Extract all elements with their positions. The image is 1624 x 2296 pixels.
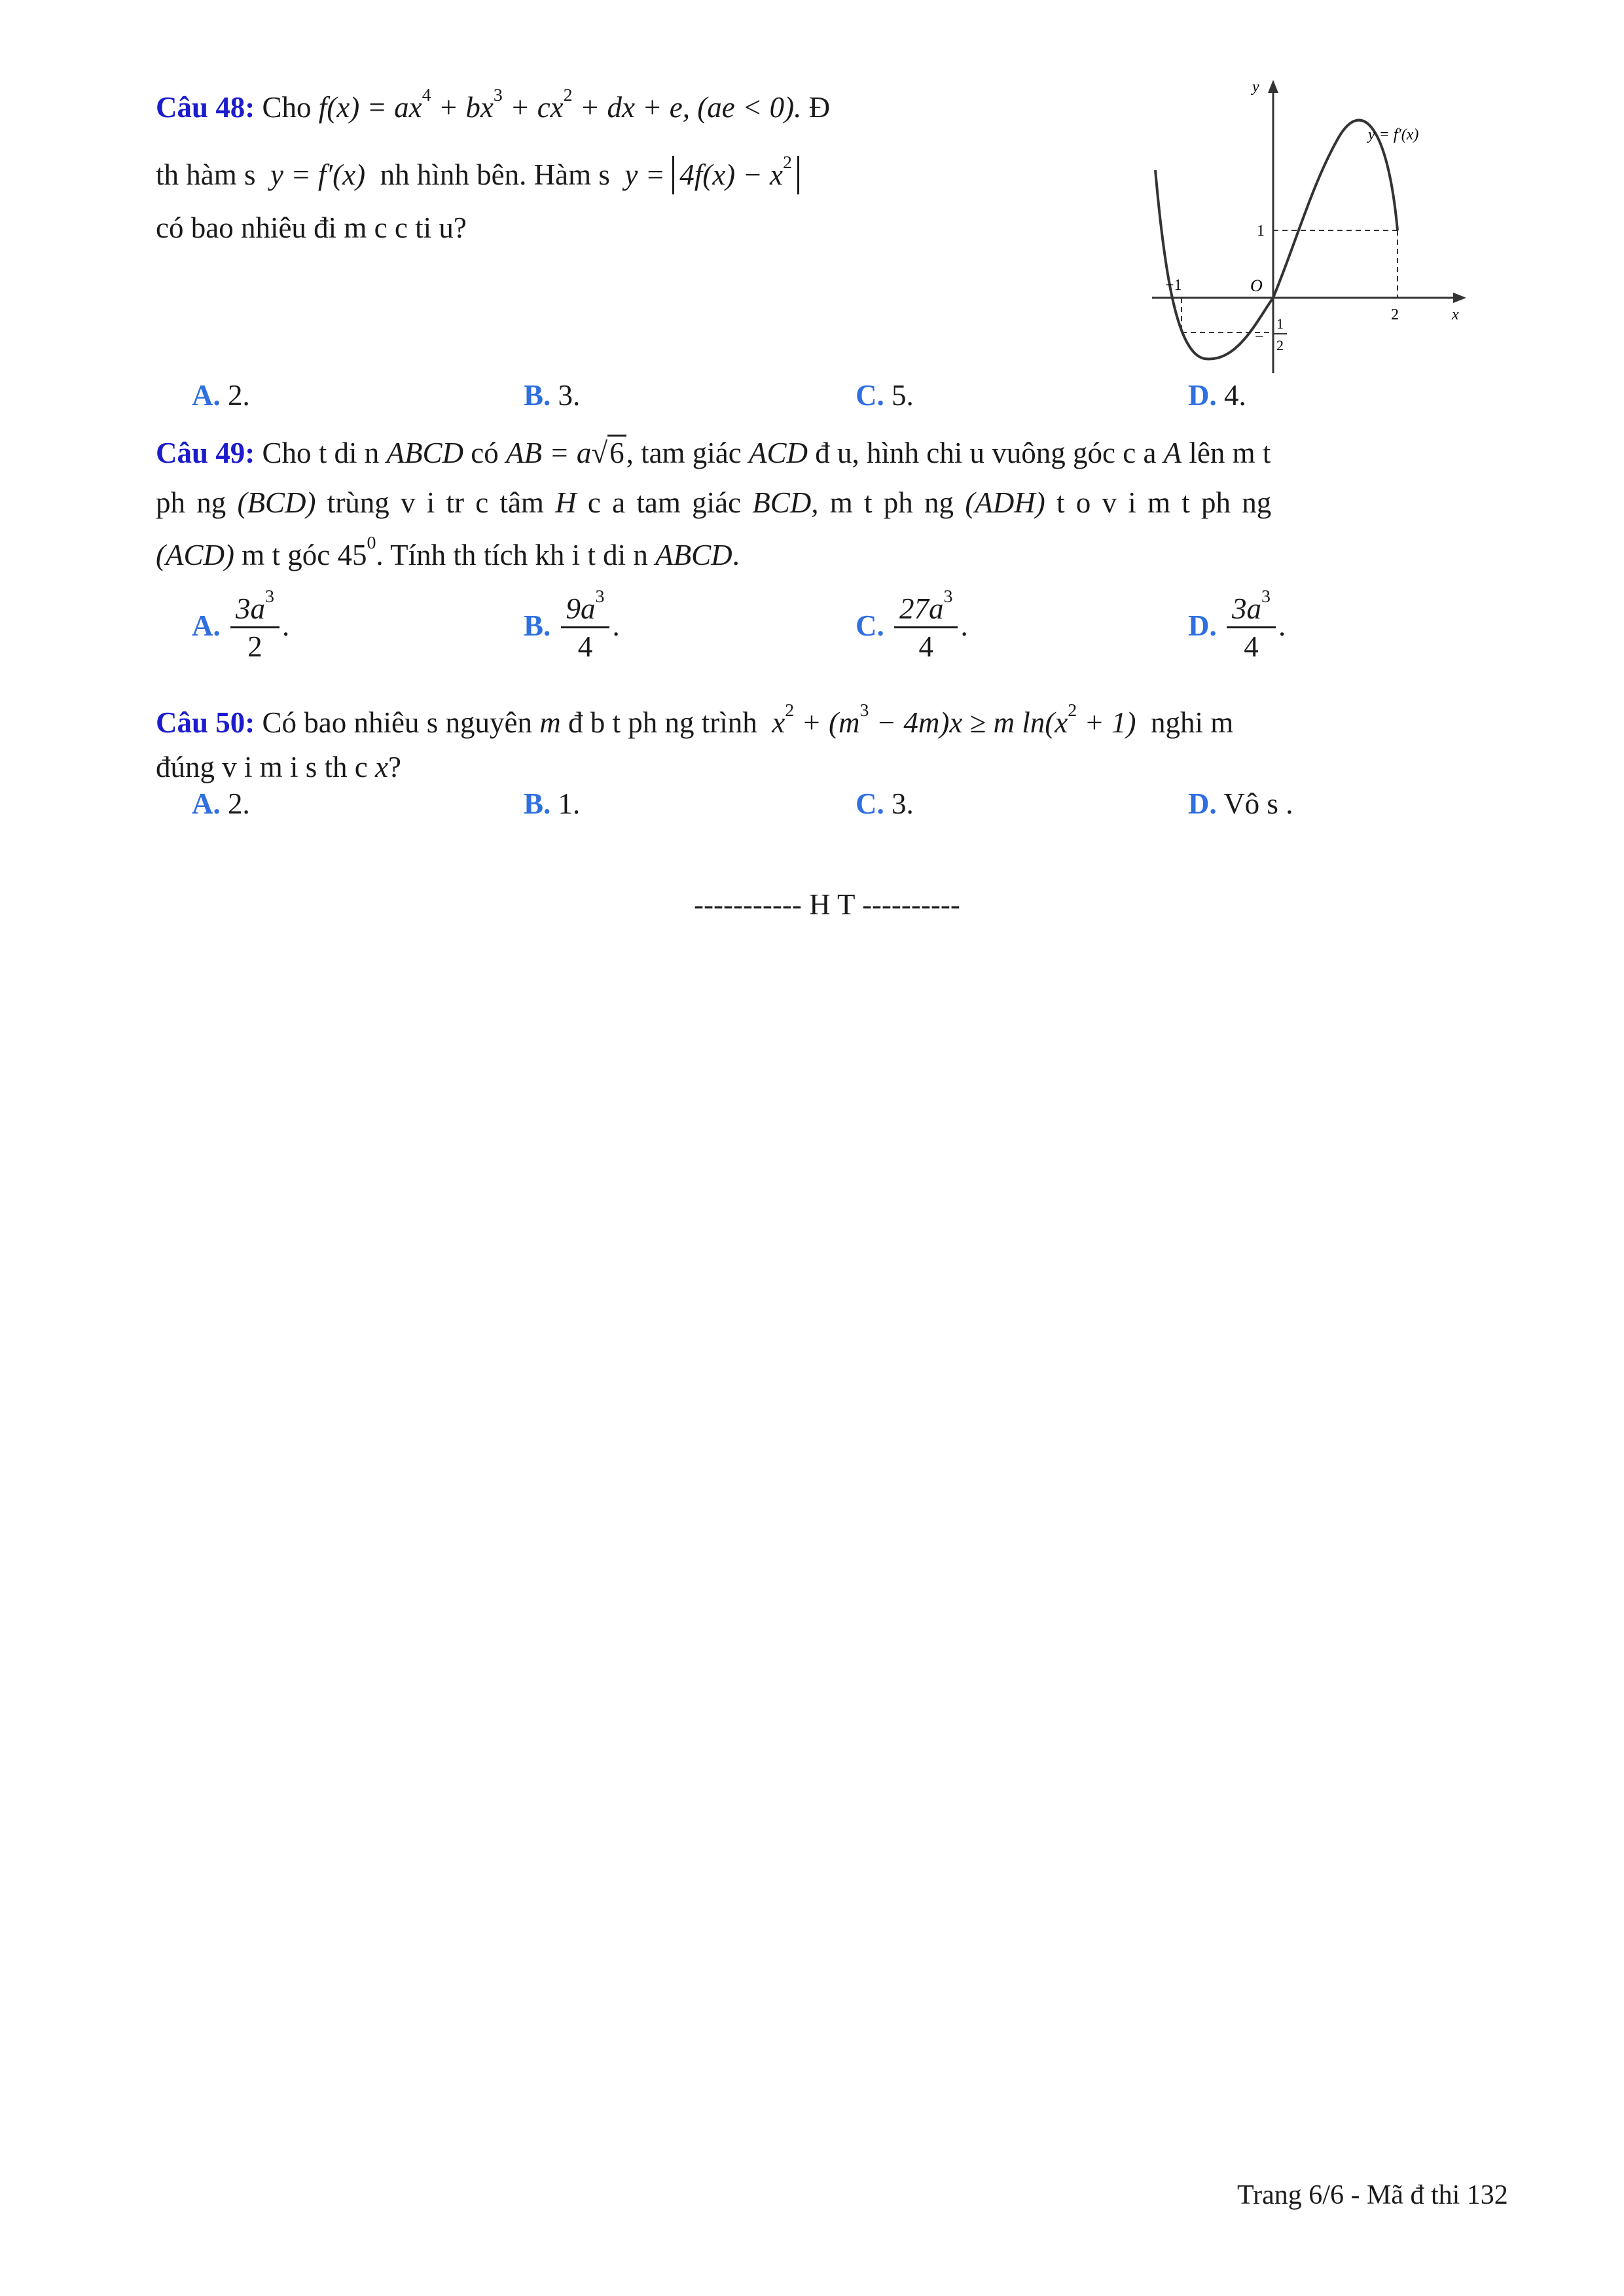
q48-graph xyxy=(1139,72,1473,380)
q48-line-1: Câu 48: Cho $f(x) = ax^4 + bx^3 + cx^2$ + dx + e, (ae < 0). Đ xyxy=(156,84,831,124)
q48-text: Cho xyxy=(262,91,312,124)
end-marker: ----------- H T ---------- xyxy=(694,888,960,921)
q50-line-1: Câu 50: Có bao nhiêu s nguyên m đ b t ph ng trình $x^2 + (m^3 - 4m)x \ge m$ $\ln(x^2 + 1)$ nghi m xyxy=(156,700,1234,739)
tick-label: − xyxy=(1255,329,1264,346)
q50-option-b[interactable]: B. 1. xyxy=(524,787,581,820)
q50-line-2: đúng v i m i s th c x? xyxy=(156,751,401,783)
q48-option-c[interactable]: C. 5. xyxy=(856,379,914,412)
x-axis-arrow-icon xyxy=(1453,293,1466,303)
tick-label: 2 xyxy=(1391,306,1399,323)
q48-text: nh hình bên. Hàm s xyxy=(380,158,610,191)
q48-line-3: có bao nhiêu đi m c c ti u? xyxy=(156,211,467,244)
q49-option-a[interactable]: A. $\frac{3a^3}{2}$ . xyxy=(192,586,290,663)
q49-line-1: Câu 49: Cho t di n ABCD có AB = a√6, tam giác ACD đ u, hình chi u vuông góc c a A lên m t xyxy=(156,436,1271,470)
q48-option-a[interactable]: A. 2. xyxy=(192,379,250,412)
q48-option-d[interactable]: D. 4. xyxy=(1188,379,1246,412)
q48-math: + bx xyxy=(438,91,494,124)
q50-option-c[interactable]: C. 3. xyxy=(856,787,914,820)
q50-option-a[interactable]: A. 2. xyxy=(192,787,250,820)
tick-label: 1 xyxy=(1276,315,1284,332)
q50-option-d[interactable]: D. Vô s . xyxy=(1188,787,1293,820)
q48-option-b[interactable]: B. 3. xyxy=(524,379,581,412)
q49-line-3: (ACD) m t góc $45^0$. Tính th tích kh i t di n ABCD. xyxy=(156,532,740,571)
tick-label: 1 xyxy=(1257,223,1265,240)
q50-label: Câu 50: xyxy=(156,706,255,739)
q48-math: + dx + e, (ae < 0). xyxy=(579,91,802,124)
q48-math: f(x) = ax xyxy=(318,91,422,124)
q48-text: Đ xyxy=(808,91,831,124)
y-axis-label: y xyxy=(1252,79,1259,96)
q48-label: Câu 48: xyxy=(156,91,255,124)
q48-text: th hàm s xyxy=(156,158,256,191)
curve-label: y = f′(x) xyxy=(1368,126,1419,143)
q49-label: Câu 49: xyxy=(156,437,255,469)
q48-math: 4f(x) − x xyxy=(679,158,783,191)
q48-math: y = xyxy=(624,158,665,191)
q49-option-d[interactable]: D. $\frac{3a^3}{4}$ . xyxy=(1188,586,1286,663)
origin-label: O xyxy=(1250,276,1263,295)
q48-math: + cx xyxy=(510,91,564,124)
q48-math: y = f′(x) xyxy=(270,158,366,191)
q49-option-b[interactable]: B. $\frac{9a^3}{4}$ . xyxy=(524,586,620,663)
tick-label: 2 xyxy=(1276,337,1284,353)
q49-line-2: ph ng (BCD) trùng v i tr c tâm H c a tam giác BCD, m t ph ng (ADH) t o v i m t ph ng xyxy=(156,486,1272,519)
q49-option-c[interactable]: C. $\frac{27a^3}{4}$ . xyxy=(856,586,968,663)
tick-label: −1 xyxy=(1165,277,1182,294)
q48-line-2: th hàm s y = f′(x) nh hình bên. Hàm s $y = 4f(x) - x^2$ xyxy=(156,156,799,194)
y-axis-arrow-icon xyxy=(1268,80,1278,93)
page-footer: Trang 6/6 - Mã đ thi 132 xyxy=(1237,2180,1508,2210)
x-axis-label: x xyxy=(1452,306,1459,323)
